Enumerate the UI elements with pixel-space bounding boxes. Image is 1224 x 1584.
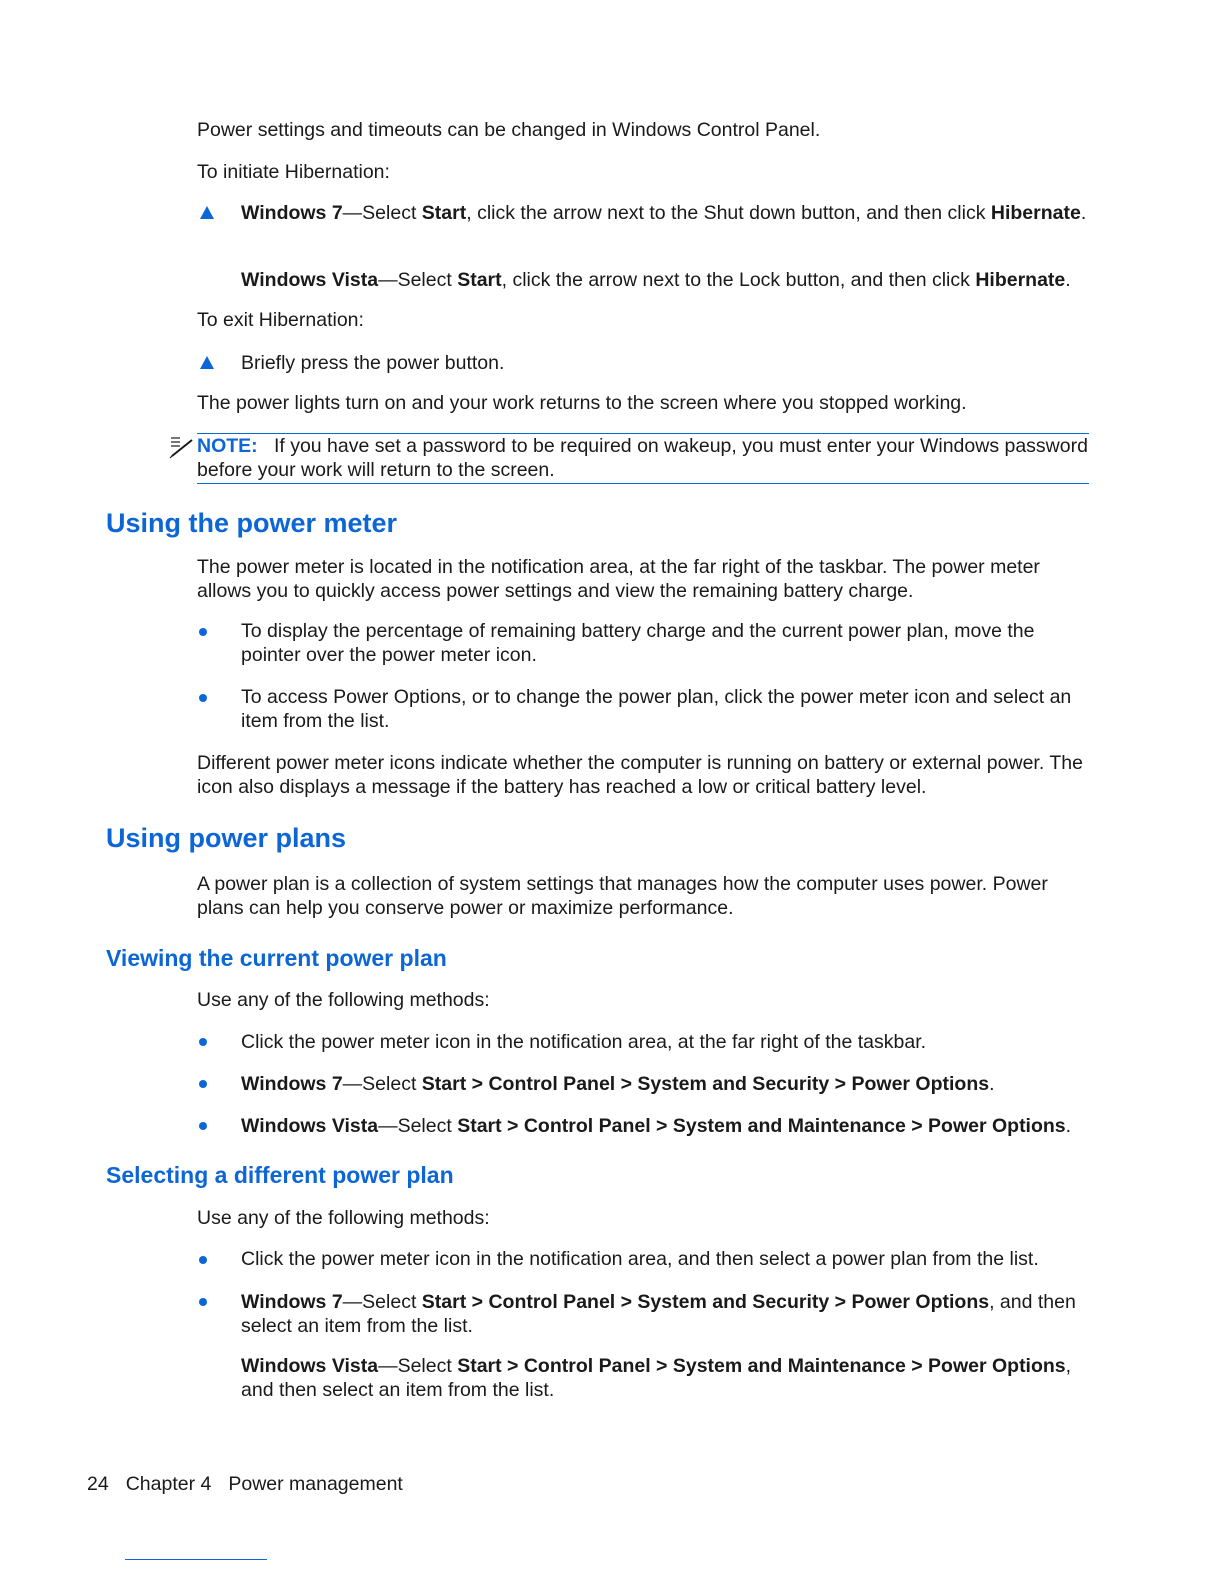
- selecting-bullet-1: Click the power meter icon in the notification area, and then select a power plan from the list.: [241, 1248, 1039, 1270]
- bullet-dot-icon: [199, 1298, 207, 1306]
- note-pencil-icon: [168, 435, 196, 459]
- note-text: NOTE: If you have set a password to be required on wakeup, you must enter your Windows password before your work will return to the screen.: [197, 435, 1088, 481]
- bullet-dot-icon: [199, 1256, 207, 1264]
- chapter-label: Chapter 4: [125, 1473, 212, 1495]
- heading-selecting-power-plan: Selecting a different power plan: [106, 1162, 454, 1188]
- note-bottom-rule: [197, 483, 1089, 484]
- exit-hibernation-label: To exit Hibernation:: [197, 309, 364, 331]
- triangle-bullet-icon: [200, 206, 214, 219]
- footer-rule: [125, 1559, 267, 1560]
- exit-hibernation-step: Briefly press the power button.: [241, 352, 505, 374]
- bullet-dot-icon: [199, 1038, 207, 1046]
- heading-viewing-current-plan: Viewing the current power plan: [106, 945, 447, 971]
- power-meter-bullet-1: To display the percentage of remaining battery charge and the current power plan, move the pointer over the power meter icon.: [241, 620, 1035, 666]
- initiate-hibernation-label: To initiate Hibernation:: [197, 161, 390, 183]
- power-meter-bullet-2: To access Power Options, or to change the power plan, click the power meter icon and select an item from the list.: [241, 686, 1072, 732]
- selecting-vista-step: Windows Vista—Select Start > Control Panel > System and Maintenance > Power Options, and then select an item from the list.: [241, 1355, 1072, 1401]
- bullet-dot-icon: [199, 1122, 207, 1130]
- page-number: 24: [87, 1473, 109, 1495]
- selecting-intro: Use any of the following methods:: [197, 1207, 490, 1229]
- power-meter-description: The power meter is located in the notification area, at the far right of the taskbar. The power meter allows you to quickly access power settings and view the remaining battery charge.: [197, 556, 1040, 602]
- heading-using-power-meter: Using the power meter: [106, 508, 398, 538]
- viewing-bullet-1: Click the power meter icon in the notification area, at the far right of the taskbar.: [241, 1031, 927, 1053]
- selecting-bullet-2: Windows 7—Select Start > Control Panel > System and Security > Power Options, and then select an item from the list.: [241, 1291, 1076, 1337]
- power-lights-text: The power lights turn on and your work returns to the screen where you stopped working.: [197, 392, 967, 414]
- viewing-bullet-3: Windows Vista—Select Start > Control Panel > System and Maintenance > Power Options.: [241, 1115, 1072, 1137]
- bullet-dot-icon: [199, 1080, 207, 1088]
- power-plans-description: A power plan is a collection of system settings that manages how the computer uses power. Power plans can help you conserve power or maximize performance.: [197, 873, 1048, 919]
- chapter-title: Power management: [228, 1473, 403, 1495]
- triangle-bullet-icon: [200, 356, 214, 369]
- power-settings-text: Power settings and timeouts can be changed in Windows Control Panel.: [197, 119, 821, 141]
- bullet-dot-icon: [199, 694, 207, 702]
- viewing-intro: Use any of the following methods:: [197, 989, 490, 1011]
- win7-hibernate-step: Windows 7—Select Start, click the arrow next to the Shut down button, and then click Hibernate.: [241, 202, 1087, 224]
- power-meter-icons-text: Different power meter icons indicate whether the computer is running on battery or external power. The icon also displays a message if the battery has reached a low or critical battery level.: [197, 752, 1083, 798]
- heading-using-power-plans: Using power plans: [106, 823, 347, 853]
- vista-hibernate-step: Windows Vista—Select Start, click the arrow next to the Lock button, and then click Hibernate.: [241, 269, 1071, 291]
- page-footer: [87, 1472, 420, 1496]
- viewing-bullet-2: Windows 7—Select Start > Control Panel > System and Security > Power Options.: [241, 1073, 995, 1095]
- bullet-dot-icon: [199, 628, 207, 636]
